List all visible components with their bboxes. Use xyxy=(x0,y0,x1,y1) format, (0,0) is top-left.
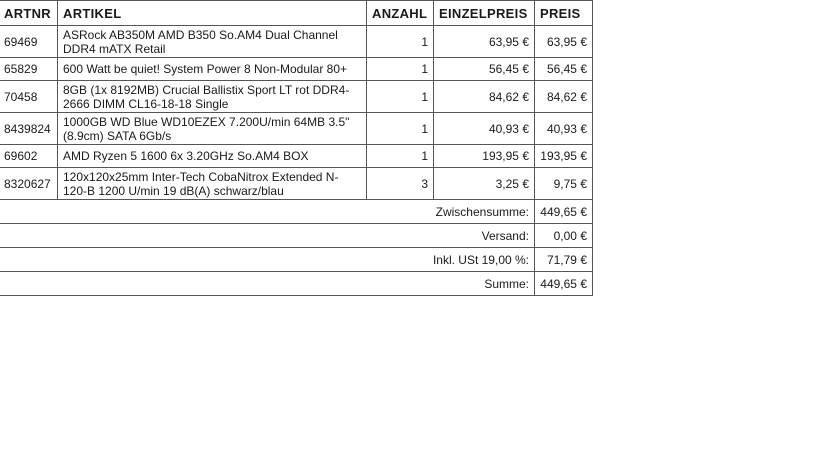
cell-einzelpreis: 63,95 € xyxy=(434,26,535,58)
table-row xyxy=(0,58,593,81)
summary-label: Versand: xyxy=(0,224,535,248)
cell-artikel xyxy=(58,145,367,168)
cell-preis: 63,95 € xyxy=(535,26,593,58)
artikel-line: 120x120x25mm Inter-Tech CobaNitrox Extended N- xyxy=(63,169,339,184)
table-row xyxy=(0,113,593,145)
artikel-line: (8.9cm) SATA 6Gb/s xyxy=(63,128,172,143)
cell-einzelpreis: 3,25 € xyxy=(434,168,535,200)
cell-anzahl: 1 xyxy=(367,81,434,113)
cell-artikel xyxy=(58,168,367,200)
cell-preis: 56,45 € xyxy=(535,58,593,81)
table-row xyxy=(0,145,593,168)
summary-value: 449,65 € xyxy=(535,200,593,224)
cell-einzelpreis: 84,62 € xyxy=(434,81,535,113)
cell-preis: 193,95 € xyxy=(535,145,593,168)
summary-value: 449,65 € xyxy=(535,272,593,296)
cell-anzahl: 1 xyxy=(367,113,434,145)
cell-preis: 84,62 € xyxy=(535,81,593,113)
table-row xyxy=(0,168,593,200)
header-artnr: ARTNR xyxy=(0,1,58,26)
cell-preis: 40,93 € xyxy=(535,113,593,145)
cell-artnr: 69602 xyxy=(0,145,58,168)
cell-artnr: 65829 xyxy=(0,58,58,81)
order-table xyxy=(0,0,593,296)
summary-row-total xyxy=(0,272,593,296)
cell-anzahl: 3 xyxy=(367,168,434,200)
summary-label: Inkl. USt 19,00 %: xyxy=(0,248,535,272)
cell-anzahl: 1 xyxy=(367,58,434,81)
artikel-line: DDR4 mATX Retail xyxy=(63,41,166,56)
header-artikel: ARTIKEL xyxy=(58,1,367,26)
cell-artikel xyxy=(58,58,367,81)
artikel-line: 1000GB WD Blue WD10EZEX 7.200U/min 64MB 3.5" xyxy=(63,114,350,129)
artikel-line: AMD Ryzen 5 1600 6x 3.20GHz So.AM4 BOX xyxy=(63,149,309,163)
table-row xyxy=(0,81,593,113)
summary-row-tax xyxy=(0,248,593,272)
cell-einzelpreis: 193,95 € xyxy=(434,145,535,168)
summary-value: 71,79 € xyxy=(535,248,593,272)
cell-anzahl: 1 xyxy=(367,145,434,168)
cell-einzelpreis: 40,93 € xyxy=(434,113,535,145)
summary-label: Zwischensumme: xyxy=(0,200,535,224)
cell-artnr: 8320627 xyxy=(0,168,58,200)
header-anzahl: ANZAHL xyxy=(367,1,434,26)
cell-artnr: 70458 xyxy=(0,81,58,113)
cell-artnr: 8439824 xyxy=(0,113,58,145)
header-preis: PREIS xyxy=(535,1,593,26)
cell-anzahl: 1 xyxy=(367,26,434,58)
header-einzelpreis: EINZELPREIS xyxy=(434,1,535,26)
artikel-line: ASRock AB350M AMD B350 So.AM4 Dual Channel xyxy=(63,27,338,42)
cell-preis: 9,75 € xyxy=(535,168,593,200)
cell-artikel xyxy=(58,81,367,113)
summary-row-subtotal xyxy=(0,200,593,224)
cell-artnr: 69469 xyxy=(0,26,58,58)
summary-row-shipping xyxy=(0,224,593,248)
table-row xyxy=(0,26,593,58)
cell-artikel xyxy=(58,113,367,145)
artikel-line: 2666 DIMM CL16-18-18 Single xyxy=(63,96,229,111)
artikel-line: 600 Watt be quiet! System Power 8 Non-Modular 80+ xyxy=(63,62,348,76)
cell-artikel xyxy=(58,26,367,58)
cell-einzelpreis: 56,45 € xyxy=(434,58,535,81)
artikel-line: 8GB (1x 8192MB) Crucial Ballistix Sport LT rot DDR4- xyxy=(63,82,350,97)
table-header-row xyxy=(0,1,593,26)
artikel-line: 120-B 1200 U/min 19 dB(A) schwarz/blau xyxy=(63,183,284,198)
summary-value: 0,00 € xyxy=(535,224,593,248)
summary-label: Summe: xyxy=(0,272,535,296)
